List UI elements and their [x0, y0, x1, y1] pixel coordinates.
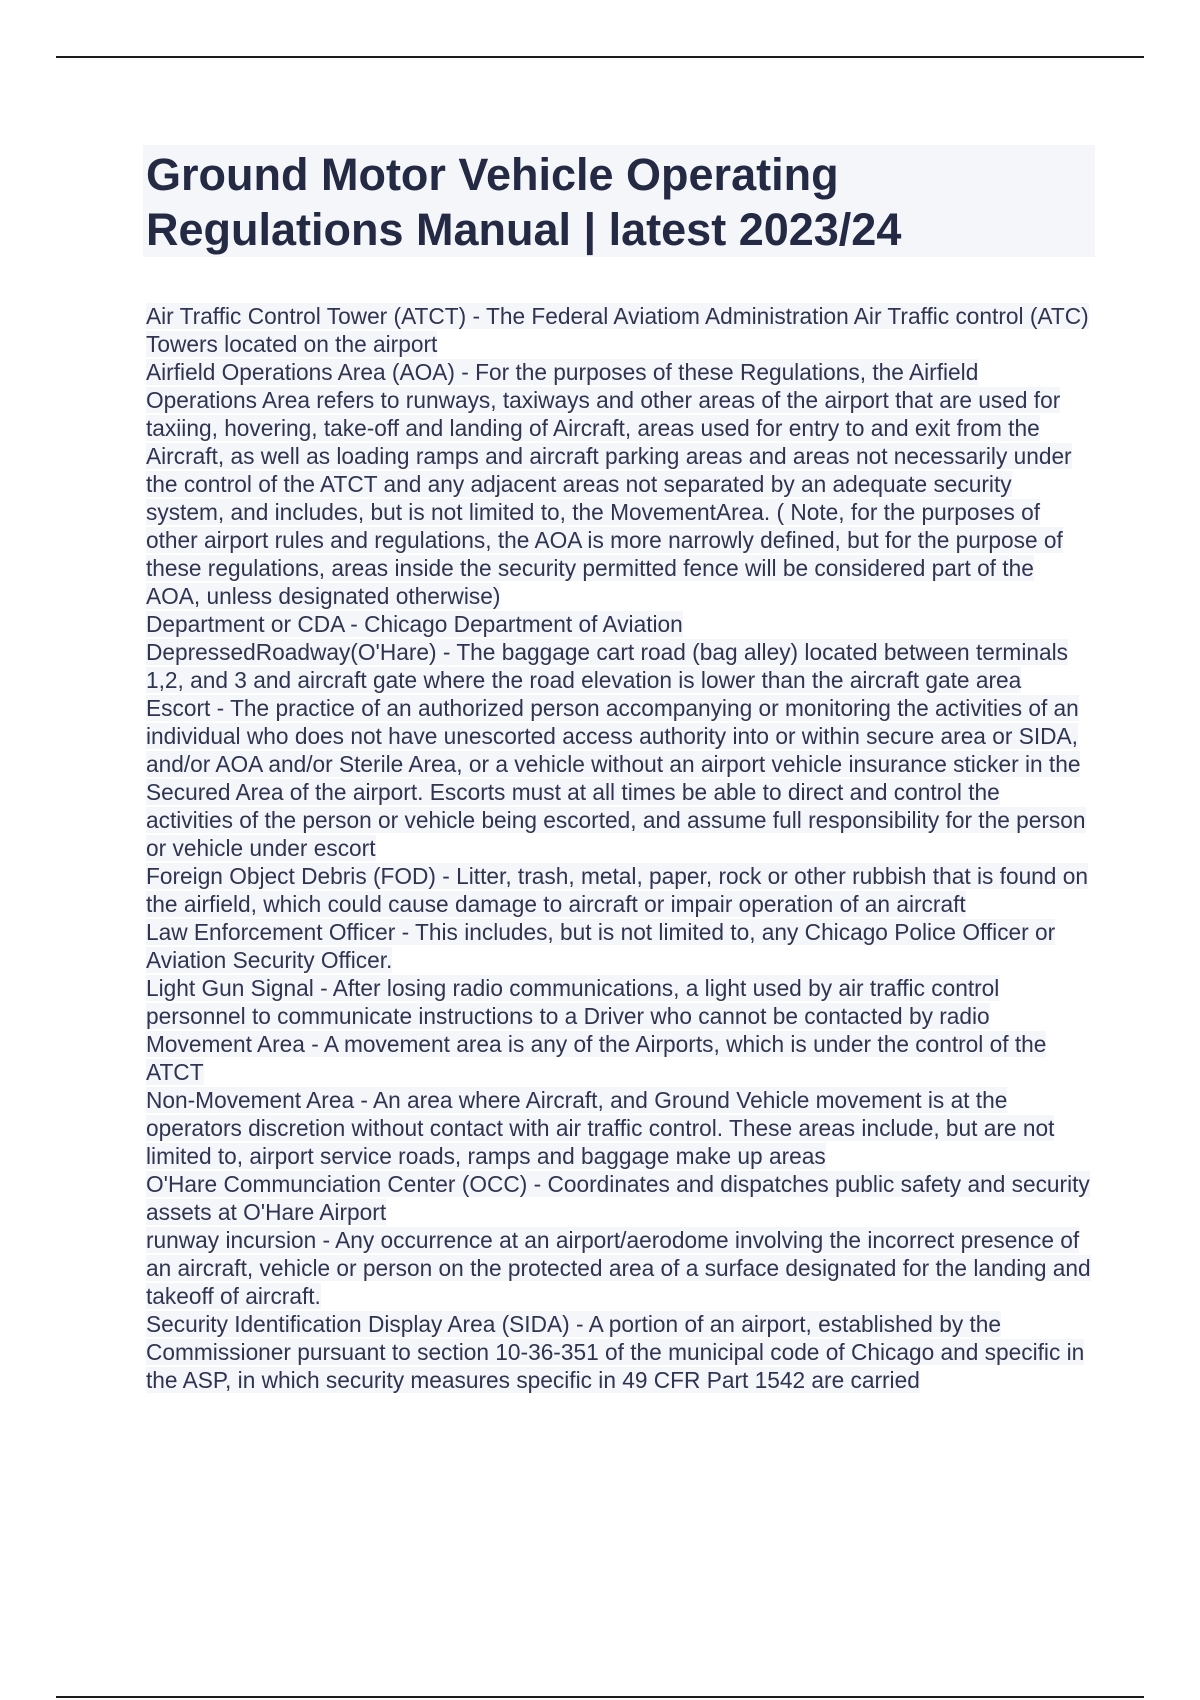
- entry-term: Department or CDA: [146, 611, 344, 637]
- entry-separator: -: [354, 1087, 373, 1113]
- entry-term: DepressedRoadway(O'Hare): [146, 639, 437, 665]
- entry-term: Airfield Operations Area (AOA): [146, 359, 455, 385]
- glossary-entry-runway-incursion: [146, 1226, 1092, 1310]
- title-line-1: Ground Motor Vehicle Operating: [146, 149, 839, 200]
- entry-separator: -: [435, 863, 457, 889]
- glossary-entry-depressed-roadway: [146, 638, 1092, 694]
- glossary-entry-movement-area: [146, 1030, 1092, 1086]
- entry-term: Non-Movement Area: [146, 1087, 355, 1113]
- entry-definition: After losing radio communications, a light used by air traffic control personnel to communicate instructions to a Driver who cannot be contacted by radio: [146, 975, 1000, 1029]
- glossary-entry-escort: [146, 694, 1092, 862]
- header-rule: [56, 56, 1144, 58]
- entry-definition: A movement area is any of the Airports, which is under the control of the ATCT: [146, 1031, 1047, 1085]
- footer-rule: [56, 1696, 1144, 1698]
- entry-term: runway incursion: [146, 1227, 317, 1253]
- entry-definition: Chicago Department of Aviation: [364, 611, 683, 637]
- entry-term: Air Traffic Control Tower (ATCT): [146, 303, 467, 329]
- entry-definition: An area where Aircraft, and Ground Vehicle movement is at the operators discretion without contact with air traffic control. These areas include, but are not limited to, airport service roads, ramps and baggage make up areas: [146, 1087, 1055, 1169]
- entry-separator: -: [316, 1227, 336, 1253]
- entry-separator: -: [210, 695, 231, 721]
- entry-term: Law Enforcement Officer: [146, 919, 396, 945]
- entry-definition: For the purposes of these Regulations, the Airfield Operations Area refers to runways, taxiways and other areas of the airport that are used for taxiing, hovering, take-off and landing of Aircraft, areas used for entry to and exit from the Aircraft, as well as loading ramps and aircraft parking areas and areas not necessarily under the control of the ATCT and any adjacent areas not separated by an adequate security system, and includes, but is not limited to, the MovementArea. ( Note, for the purposes of other airport rules and regulations, the AOA is more narrowly defined, but for the purpose of these regulations, areas inside the security permitted fence will be considered part of the AOA, unless designated otherwise): [146, 359, 1072, 609]
- entry-term: Security Identification Display Area (SIDA): [146, 1311, 570, 1337]
- glossary-entry-law-enforcement: [146, 918, 1092, 974]
- glossary-entry-light-gun-signal: [146, 974, 1092, 1030]
- glossary-entry-atct: [146, 302, 1092, 358]
- glossary-entry-sida: [146, 1310, 1092, 1394]
- glossary-entry-cda: [146, 610, 1092, 638]
- entry-separator: -: [466, 303, 486, 329]
- entry-definition: Any occurrence at an airport/aerodome involving the incorrect presence of an aircraft, vehicle or person on the protected area of a surface designated for the landing and takeoff of aircraft.: [146, 1227, 1091, 1309]
- title-line-2: Regulations Manual | latest 2023/24: [146, 204, 902, 255]
- entry-term: Movement Area: [146, 1031, 305, 1057]
- glossary-entry-aoa: [146, 358, 1092, 610]
- glossary-entry-non-movement-area: [146, 1086, 1092, 1170]
- entry-separator: -: [313, 975, 333, 1001]
- entry-term: O'Hare Communciation Center (OCC): [146, 1171, 528, 1197]
- entry-definition: The practice of an authorized person accompanying or monitoring the activities of an individual who does not have unescorted access authority into or within secure area or SIDA, and/or AOA and/or Sterile Area, or a vehicle without an airport vehicle insurance sticker in the Secured Area of the airport. Escorts must at all times be able to direct and control the activities of the person or vehicle being escorted, and assume full responsibility for the person or vehicle under escort: [146, 695, 1086, 861]
- entry-definition: Litter, trash, metal, paper, rock or other rubbish that is found on the airfield, which could cause damage to aircraft or impair operation of an aircraft: [146, 863, 1088, 917]
- entry-separator: -: [527, 1171, 548, 1197]
- entry-separator: -: [454, 359, 476, 385]
- glossary: [146, 302, 1092, 1394]
- entry-separator: -: [343, 611, 365, 637]
- entry-definition: A portion of an airport, established by the Commissioner pursuant to section 10-36-351 of the municipal code of Chicago and specific in the ASP, in which security measures specific in 49 CFR Part 1542 are carried: [146, 1311, 1085, 1393]
- title-block: [143, 145, 1095, 257]
- entry-term: Foreign Object Debris (FOD): [146, 863, 436, 889]
- document-title: [143, 145, 1095, 257]
- entry-term: Escort: [146, 695, 211, 721]
- glossary-entry-occ: [146, 1170, 1092, 1226]
- entry-separator: -: [395, 919, 416, 945]
- entry-definition: This includes, but is not limited to, any Chicago Police Officer or Aviation Security Officer.: [146, 919, 1056, 973]
- entry-separator: -: [304, 1031, 324, 1057]
- entry-term: Light Gun Signal: [146, 975, 314, 1001]
- entry-separator: -: [569, 1311, 589, 1337]
- entry-definition: The baggage cart road (bag alley) located between terminals 1,2, and 3 and aircraft gate where the road elevation is lower than the aircraft gate area: [146, 639, 1068, 693]
- entry-definition: The Federal Aviatiom Administration Air Traffic control (ATC) Towers located on the airport: [146, 303, 1089, 357]
- entry-definition: Coordinates and dispatches public safety and security assets at O'Hare Airport: [146, 1171, 1090, 1225]
- entry-separator: -: [436, 639, 457, 665]
- glossary-entry-fod: [146, 862, 1092, 918]
